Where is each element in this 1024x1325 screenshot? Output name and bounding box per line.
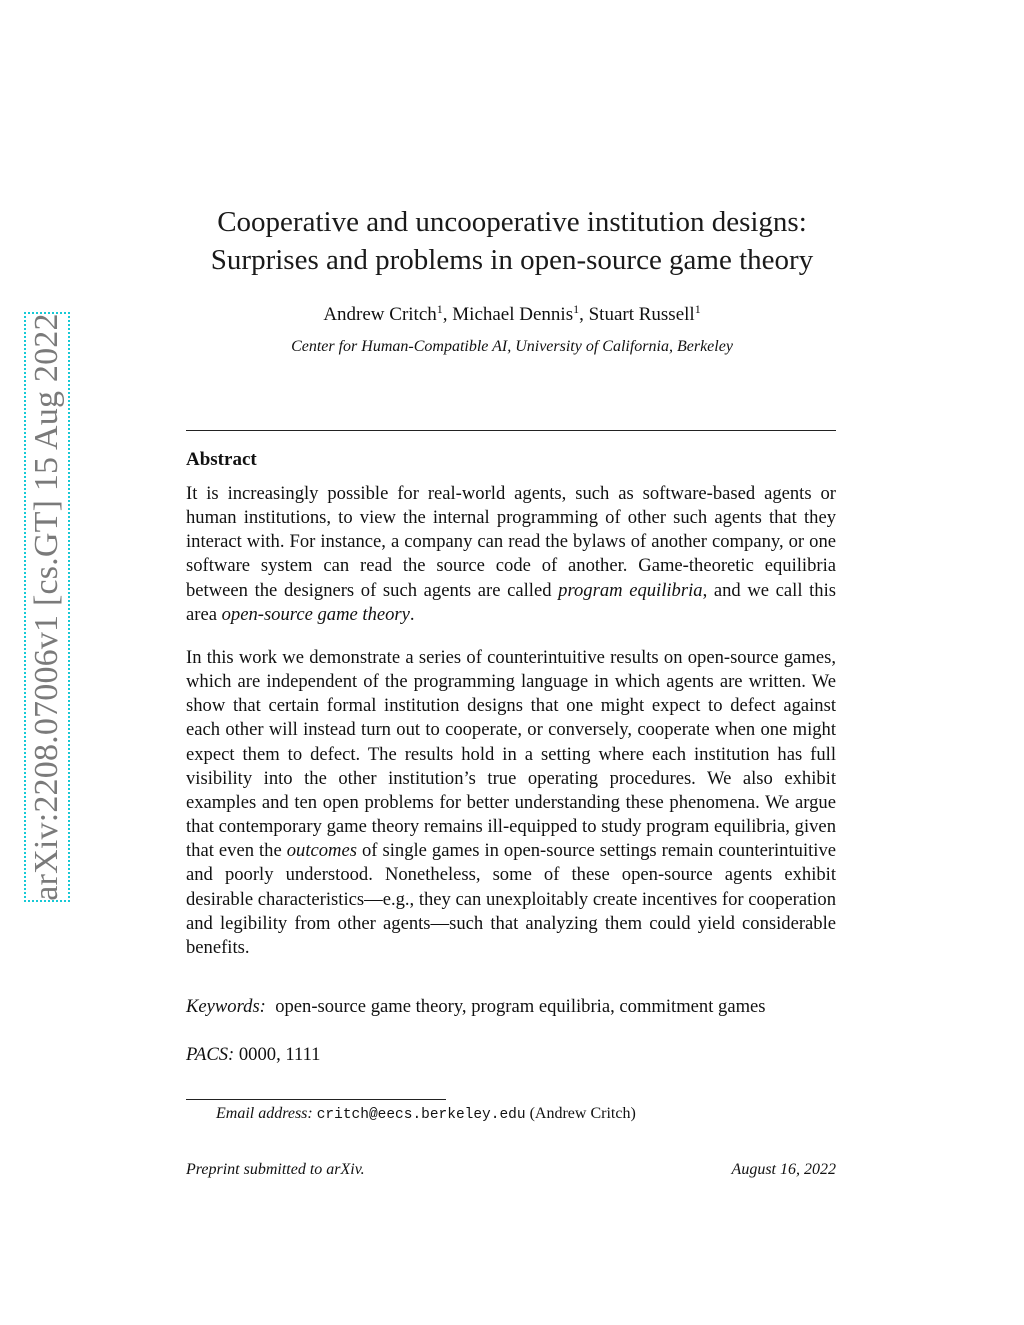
title-line-1: Cooperative and uncooperative institution designs: (217, 206, 807, 238)
author-affiliation-mark: 1 (436, 302, 443, 316)
abstract-p1-text: It is increasingly possible for real-world agents, such as software-based agents or human institutions, to view the internal programming of other such agents that they interact with. For instance, a company can read the bylaws of another company, or one software system can read the source code of another. Game-theoretic equilibria between the designers of such agents are called (186, 483, 836, 601)
arxiv-identifier-stamp[interactable]: arXiv:2208.07006v1 [cs.GT] 15 Aug 2022 (24, 312, 70, 902)
abstract-p1-middle: , and we call this area (186, 579, 837, 625)
author-name: Andrew Critch (323, 304, 437, 325)
email-label: Email address: (216, 1105, 313, 1122)
abstract-p1-emphasis-1: program equilibria (558, 579, 703, 601)
abstract-heading: Abstract (186, 449, 257, 470)
keywords-value: open-source game theory, program equilibria, commitment games (275, 996, 766, 1017)
keywords-label: Keywords: (186, 996, 266, 1017)
abstract-p1-end: . (409, 603, 415, 625)
author-affiliation-mark: 1 (573, 302, 580, 316)
abstract-p2-start: In this work we demonstrate a series of counterintuitive results on open-source games, which are independent of the programming language in which agents are written. We show that certain formal institution designs that one might expect to defect against each other will instead turn out to cooperate, or conversely, cooperate when one might expect them to defect. The results hold in a setting where each institution has full visibility into the other institution’s true operating procedures. We also exhibit examples and ten open problems for better understanding these phenomena. We argue that contemporary game theory remains ill-equipped to study program equilibria, given that even the (186, 647, 836, 862)
email-footnote (216, 1103, 636, 1126)
author-name: Michael Dennis (452, 304, 574, 325)
keywords (186, 995, 836, 1019)
abstract-p1-emphasis-2: open-source game theory (221, 603, 410, 625)
author-name: Stuart Russell (588, 304, 695, 325)
abstract-paragraph-2 (186, 646, 836, 960)
footnote-rule (186, 1099, 446, 1100)
email-link[interactable]: critch@eecs.berkeley.edu (316, 1107, 526, 1123)
preprint-notice: Preprint submitted to arXiv. (186, 1161, 365, 1178)
pacs-value: 0000, 1111 (238, 1044, 321, 1065)
email-owner: (Andrew Critch) (529, 1105, 636, 1122)
pacs-codes (186, 1043, 836, 1067)
footer-date: August 16, 2022 (731, 1161, 836, 1178)
pacs-label: PACS: (186, 1044, 235, 1065)
abstract-p2-emphasis: outcomes (286, 840, 357, 862)
affiliation: Center for Human-Compatible AI, University of California, Berkeley (291, 338, 733, 355)
author-affiliation-mark: 1 (694, 302, 701, 316)
author-list: Andrew Critch$^1$, Michael Dennis$^1$, Stuart Russell$^1$ (323, 302, 701, 325)
title-line-2: Surprises and problems in open-source game theory (210, 244, 814, 276)
abstract-paragraph-1 (186, 482, 836, 627)
abstract-p2-end: of single games in open-source settings remain counterintuitive and poorly understood. Nonetheless, some of these open-source agents exhibit desirable characteristics—e.g., they can unexploitably create incentives for cooperation and legibility from other agents—such that analyzing them could yield considerable benefits. (186, 840, 836, 958)
abstract-top-rule (186, 430, 836, 431)
paper-title (0, 203, 1024, 279)
